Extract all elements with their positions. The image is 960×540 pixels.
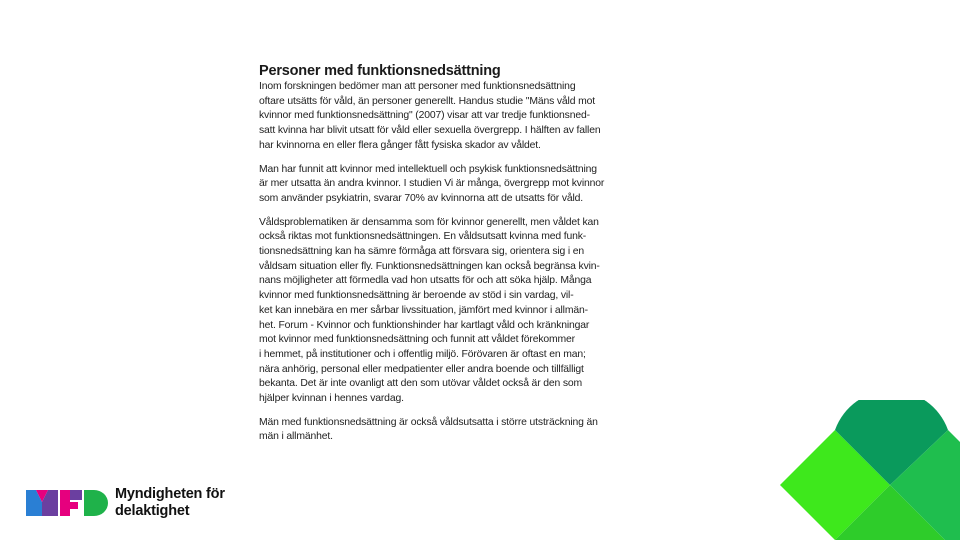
organization-logo (26, 486, 246, 520)
text-line: kvinnor med funktionsnedsättning" (2007) visar att var tredje funktionsned- (259, 110, 590, 122)
text-line: nära anhörig, personal eller medpatienter eller andra boende och tillfälligt (259, 363, 584, 375)
logo-f-mid (70, 502, 78, 509)
paragraph-3 (259, 216, 659, 407)
paragraph-1 (259, 80, 659, 154)
text-line: satt kvinna har blivit utsatt för våld eller sexuella övergrepp. I hälften av fallen (259, 125, 601, 137)
logo-d-shape (84, 490, 108, 516)
logo-mark-icon (26, 488, 110, 518)
text-line: som använder psykiatrin, svarar 70% av kvinnorna att de utsatts för våld. (259, 192, 584, 204)
text-line: har kvinnorna en eller flera gånger fått fysiska skador av våldet. (259, 139, 541, 151)
text-line: män i allmänhet. (259, 431, 333, 443)
text-line: i hemmet, på institutioner och i offentlig miljö. Förövaren är oftast en man; (259, 348, 586, 360)
text-line: Våldsproblematiken är densamma som för kvinnor generellt, men våldet kan (259, 216, 599, 228)
text-line: het. Forum - Kvinnor och funktionshinder har kartlagt våld och kränkningar (259, 319, 590, 331)
text-line: Inom forskningen bedömer man att personer med funktionsnedsättning (259, 81, 576, 92)
text-line: tionsnedsättning kan ha sämre förmåga att försvara sig, orientera sig i en (259, 246, 585, 258)
logo-f-stem (60, 490, 70, 516)
decorative-graphic (770, 400, 960, 540)
text-line: hjälper kvinnan i hennes vardag. (259, 393, 404, 405)
logo-wordmark (115, 486, 225, 519)
text-line: också riktas mot funktionsnedsättningen. En våldsutsatt kvinna med funk- (259, 231, 587, 243)
text-line: Män med funktionsnedsättning är också våldsutsatta i större utsträckning än (259, 416, 598, 428)
paragraph-2 (259, 163, 659, 207)
text-line: oftare utsätts för våld, än personer generellt. Handus studie "Mäns våld mot (259, 95, 595, 107)
document-body (259, 63, 659, 454)
logo-line-2: delaktighet (115, 502, 190, 519)
text-line: mot kvinnor med funktionsnedsättning och funnit att våldet förekommer (259, 334, 575, 346)
document-title: Personer med funktionsnedsättning (259, 63, 501, 79)
text-line: bekanta. Det är inte ovanligt att den som utövar våldet också är den som (259, 378, 583, 390)
text-line: våldsam situation eller fly. Funktionsnedsättningen kan också begränsa kvin- (259, 260, 600, 272)
text-line: är mer utsatta än andra kvinnor. I studien Vi är många, övergrepp mot kvinnor (259, 178, 605, 190)
logo-f-bar (70, 490, 82, 500)
logo-line-1: Myndigheten för (115, 486, 225, 502)
paragraph-4 (259, 416, 659, 445)
text-line: ket kan innebära en mer sårbar livssituation, jämfört med kvinnor i allmän- (259, 304, 588, 316)
text-line: nans möjligheter att förmedla vad hon utsatts för och att söka hjälp. Många (259, 275, 592, 287)
text-line: kvinnor med funktionsnedsättning är beroende av stöd i sin vardag, vil- (259, 290, 574, 302)
text-line: Man har funnit att kvinnor med intellektuell och psykisk funktionsnedsättning (259, 163, 597, 175)
